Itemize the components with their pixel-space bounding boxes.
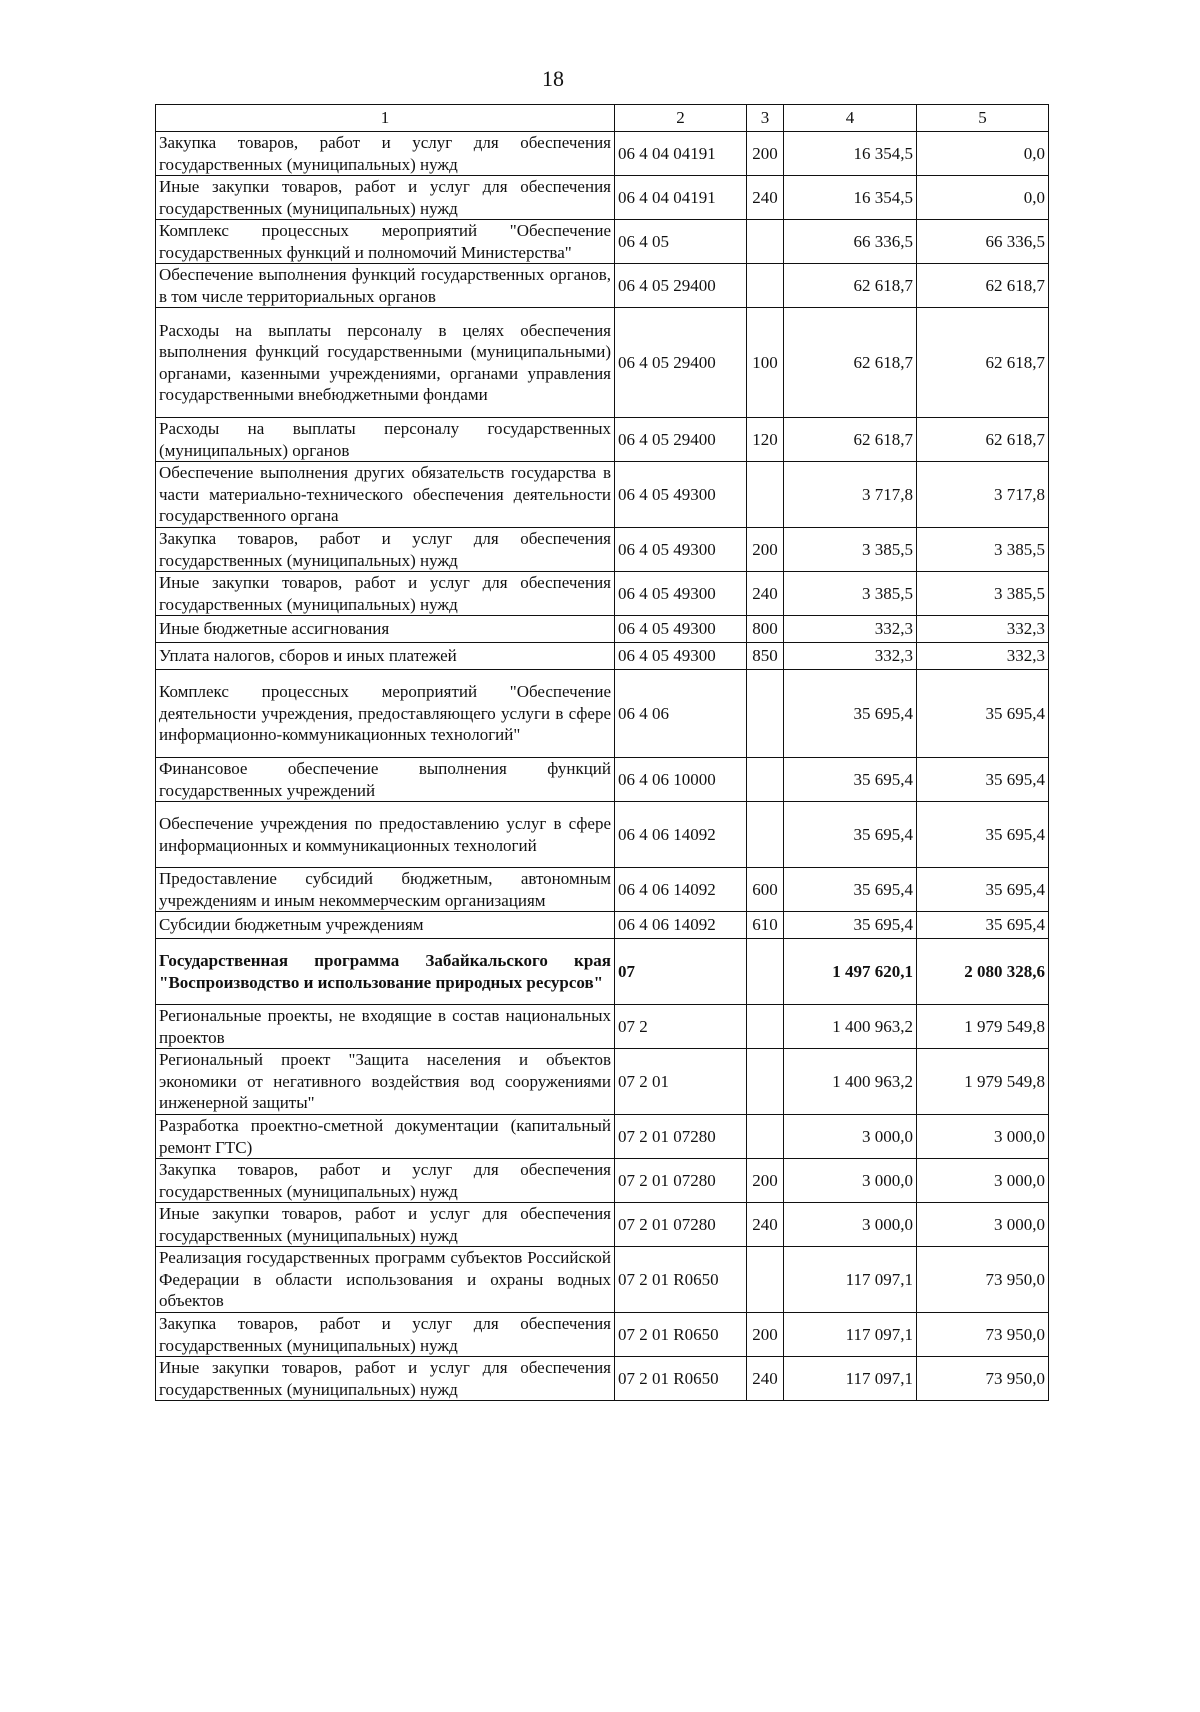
line-item-name: Субсидии бюджетным учреждениям [156, 912, 615, 939]
target-code: 06 4 04 04191 [615, 176, 747, 220]
target-code: 06 4 05 49300 [615, 572, 747, 616]
column-header: 1 [156, 105, 615, 132]
table-row [156, 462, 1049, 528]
target-code: 06 4 05 [615, 220, 747, 264]
line-item-name: Комплекс процессных мероприятий "Обеспечение деятельности учреждения, предоставляющего услуги в сфере информационно-коммуникационных технологий" [156, 670, 615, 758]
column-header: 2 [615, 105, 747, 132]
expense-type [747, 939, 784, 1005]
target-code: 07 2 01 [615, 1049, 747, 1115]
target-code: 06 4 05 49300 [615, 616, 747, 643]
target-code: 06 4 05 29400 [615, 308, 747, 418]
amount-column-5: 332,3 [917, 643, 1049, 670]
line-item-name: Иные бюджетные ассигнования [156, 616, 615, 643]
target-code: 06 4 05 49300 [615, 462, 747, 528]
table-row [156, 132, 1049, 176]
expense-type: 200 [747, 528, 784, 572]
table-row [156, 220, 1049, 264]
table-row [156, 670, 1049, 758]
table-row [156, 1115, 1049, 1159]
amount-column-5: 35 695,4 [917, 912, 1049, 939]
expense-type [747, 670, 784, 758]
expense-type: 200 [747, 1159, 784, 1203]
target-code: 06 4 05 49300 [615, 528, 747, 572]
expense-type [747, 802, 784, 868]
amount-column-4: 3 000,0 [784, 1115, 917, 1159]
amount-column-4: 35 695,4 [784, 758, 917, 802]
amount-column-5: 2 080 328,6 [917, 939, 1049, 1005]
table-row [156, 1049, 1049, 1115]
amount-column-5: 35 695,4 [917, 802, 1049, 868]
expense-type: 240 [747, 1203, 784, 1247]
target-code: 06 4 06 10000 [615, 758, 747, 802]
amount-column-4: 332,3 [784, 616, 917, 643]
amount-column-4: 1 497 620,1 [784, 939, 917, 1005]
line-item-name: Иные закупки товаров, работ и услуг для обеспечения государственных (муниципальных) нужд [156, 572, 615, 616]
expense-type [747, 220, 784, 264]
amount-column-5: 3 000,0 [917, 1203, 1049, 1247]
amount-column-4: 117 097,1 [784, 1247, 917, 1313]
expense-type: 850 [747, 643, 784, 670]
amount-column-5: 3 717,8 [917, 462, 1049, 528]
line-item-name: Комплекс процессных мероприятий "Обеспечение государственных функций и полномочий Министерства" [156, 220, 615, 264]
page-number: 18 [542, 66, 564, 91]
amount-column-5: 3 385,5 [917, 572, 1049, 616]
line-item-name: Обеспечение выполнения других обязательств государства в части материально-технического обеспечения деятельности государственного органа [156, 462, 615, 528]
table-row [156, 264, 1049, 308]
amount-column-5: 3 385,5 [917, 528, 1049, 572]
line-item-name: Региональный проект "Защита населения и объектов экономики от негативного воздействия вод сооружениями инженерной защиты" [156, 1049, 615, 1115]
table-row [156, 308, 1049, 418]
line-item-name: Реализация государственных программ субъектов Российской Федерации в области использования и охраны водных объектов [156, 1247, 615, 1313]
target-code: 07 2 01 07280 [615, 1115, 747, 1159]
table-row [156, 1159, 1049, 1203]
amount-column-4: 62 618,7 [784, 418, 917, 462]
line-item-name: Расходы на выплаты персоналу в целях обеспечения выполнения функций государственными (муниципальными) органами, казенными учреждениями, органами управления государственными внебюджетными фондами [156, 308, 615, 418]
amount-column-5: 73 950,0 [917, 1247, 1049, 1313]
target-code: 07 [615, 939, 747, 1005]
amount-column-5: 66 336,5 [917, 220, 1049, 264]
amount-column-4: 3 000,0 [784, 1159, 917, 1203]
line-item-name: Финансовое обеспечение выполнения функций государственных учреждений [156, 758, 615, 802]
amount-column-5: 1 979 549,8 [917, 1005, 1049, 1049]
amount-column-4: 3 385,5 [784, 528, 917, 572]
line-item-name: Региональные проекты, не входящие в состав национальных проектов [156, 1005, 615, 1049]
expense-type [747, 1247, 784, 1313]
table-row [156, 1247, 1049, 1313]
amount-column-4: 35 695,4 [784, 912, 917, 939]
table-row [156, 1005, 1049, 1049]
target-code: 06 4 06 14092 [615, 868, 747, 912]
amount-column-5: 35 695,4 [917, 868, 1049, 912]
line-item-name: Уплата налогов, сборов и иных платежей [156, 643, 615, 670]
amount-column-4: 3 717,8 [784, 462, 917, 528]
target-code: 06 4 06 14092 [615, 802, 747, 868]
line-item-name: Закупка товаров, работ и услуг для обеспечения государственных (муниципальных) нужд [156, 528, 615, 572]
line-item-name: Иные закупки товаров, работ и услуг для обеспечения государственных (муниципальных) нужд [156, 176, 615, 220]
target-code: 06 4 05 49300 [615, 643, 747, 670]
amount-column-5: 0,0 [917, 132, 1049, 176]
expense-type: 200 [747, 132, 784, 176]
amount-column-4: 62 618,7 [784, 308, 917, 418]
amount-column-5: 62 618,7 [917, 418, 1049, 462]
line-item-name: Закупка товаров, работ и услуг для обеспечения государственных (муниципальных) нужд [156, 1313, 615, 1357]
table-row [156, 912, 1049, 939]
table-row [156, 802, 1049, 868]
amount-column-4: 3 000,0 [784, 1203, 917, 1247]
table-row [156, 1357, 1049, 1401]
amount-column-5: 73 950,0 [917, 1357, 1049, 1401]
line-item-name: Обеспечение учреждения по предоставлению услуг в сфере информационных и коммуникационных технологий [156, 802, 615, 868]
expense-type: 600 [747, 868, 784, 912]
table-row [156, 758, 1049, 802]
table-row [156, 939, 1049, 1005]
amount-column-4: 332,3 [784, 643, 917, 670]
expense-type: 120 [747, 418, 784, 462]
amount-column-5: 62 618,7 [917, 308, 1049, 418]
target-code: 06 4 05 29400 [615, 264, 747, 308]
expense-type [747, 1115, 784, 1159]
line-item-name: Иные закупки товаров, работ и услуг для обеспечения государственных (муниципальных) нужд [156, 1357, 615, 1401]
target-code: 07 2 01 R0650 [615, 1247, 747, 1313]
expense-type [747, 462, 784, 528]
header-row [156, 105, 1049, 132]
amount-column-5: 35 695,4 [917, 670, 1049, 758]
expense-type: 240 [747, 176, 784, 220]
target-code: 07 2 [615, 1005, 747, 1049]
budget-table [155, 104, 1049, 1401]
table-row [156, 1203, 1049, 1247]
amount-column-4: 16 354,5 [784, 132, 917, 176]
expense-type: 610 [747, 912, 784, 939]
line-item-name: Предоставление субсидий бюджетным, автономным учреждениям и иным некоммерческим организациям [156, 868, 615, 912]
target-code: 06 4 05 29400 [615, 418, 747, 462]
amount-column-4: 62 618,7 [784, 264, 917, 308]
amount-column-5: 3 000,0 [917, 1115, 1049, 1159]
expense-type: 100 [747, 308, 784, 418]
amount-column-4: 117 097,1 [784, 1357, 917, 1401]
target-code: 07 2 01 R0650 [615, 1313, 747, 1357]
expense-type [747, 1049, 784, 1115]
line-item-name: Закупка товаров, работ и услуг для обеспечения государственных (муниципальных) нужд [156, 1159, 615, 1203]
amount-column-5: 0,0 [917, 176, 1049, 220]
table-row [156, 572, 1049, 616]
amount-column-5: 332,3 [917, 616, 1049, 643]
amount-column-4: 66 336,5 [784, 220, 917, 264]
table-row [156, 418, 1049, 462]
amount-column-5: 1 979 549,8 [917, 1049, 1049, 1115]
column-header: 4 [784, 105, 917, 132]
expense-type: 240 [747, 572, 784, 616]
line-item-name: Закупка товаров, работ и услуг для обеспечения государственных (муниципальных) нужд [156, 132, 615, 176]
amount-column-4: 35 695,4 [784, 670, 917, 758]
line-item-name: Государственная программа Забайкальского края "Воспроизводство и использование природных ресурсов" [156, 939, 615, 1005]
target-code: 07 2 01 07280 [615, 1159, 747, 1203]
target-code: 06 4 04 04191 [615, 132, 747, 176]
amount-column-4: 1 400 963,2 [784, 1049, 917, 1115]
line-item-name: Расходы на выплаты персоналу государственных (муниципальных) органов [156, 418, 615, 462]
amount-column-4: 3 385,5 [784, 572, 917, 616]
target-code: 07 2 01 R0650 [615, 1357, 747, 1401]
amount-column-4: 35 695,4 [784, 868, 917, 912]
column-header: 5 [917, 105, 1049, 132]
expense-type [747, 264, 784, 308]
amount-column-5: 62 618,7 [917, 264, 1049, 308]
column-header: 3 [747, 105, 784, 132]
table-row [156, 616, 1049, 643]
amount-column-5: 35 695,4 [917, 758, 1049, 802]
table-row [156, 1313, 1049, 1357]
table-row [156, 528, 1049, 572]
amount-column-4: 16 354,5 [784, 176, 917, 220]
amount-column-5: 73 950,0 [917, 1313, 1049, 1357]
expense-type [747, 758, 784, 802]
target-code: 07 2 01 07280 [615, 1203, 747, 1247]
expense-type: 800 [747, 616, 784, 643]
table-row [156, 643, 1049, 670]
table-row [156, 868, 1049, 912]
amount-column-4: 117 097,1 [784, 1313, 917, 1357]
table-row [156, 176, 1049, 220]
target-code: 06 4 06 14092 [615, 912, 747, 939]
amount-column-4: 1 400 963,2 [784, 1005, 917, 1049]
target-code: 06 4 06 [615, 670, 747, 758]
expense-type [747, 1005, 784, 1049]
amount-column-4: 35 695,4 [784, 802, 917, 868]
line-item-name: Обеспечение выполнения функций государственных органов, в том числе территориальных органов [156, 264, 615, 308]
amount-column-5: 3 000,0 [917, 1159, 1049, 1203]
expense-type: 200 [747, 1313, 784, 1357]
expense-type: 240 [747, 1357, 784, 1401]
line-item-name: Разработка проектно-сметной документации (капитальный ремонт ГТС) [156, 1115, 615, 1159]
line-item-name: Иные закупки товаров, работ и услуг для обеспечения государственных (муниципальных) нужд [156, 1203, 615, 1247]
